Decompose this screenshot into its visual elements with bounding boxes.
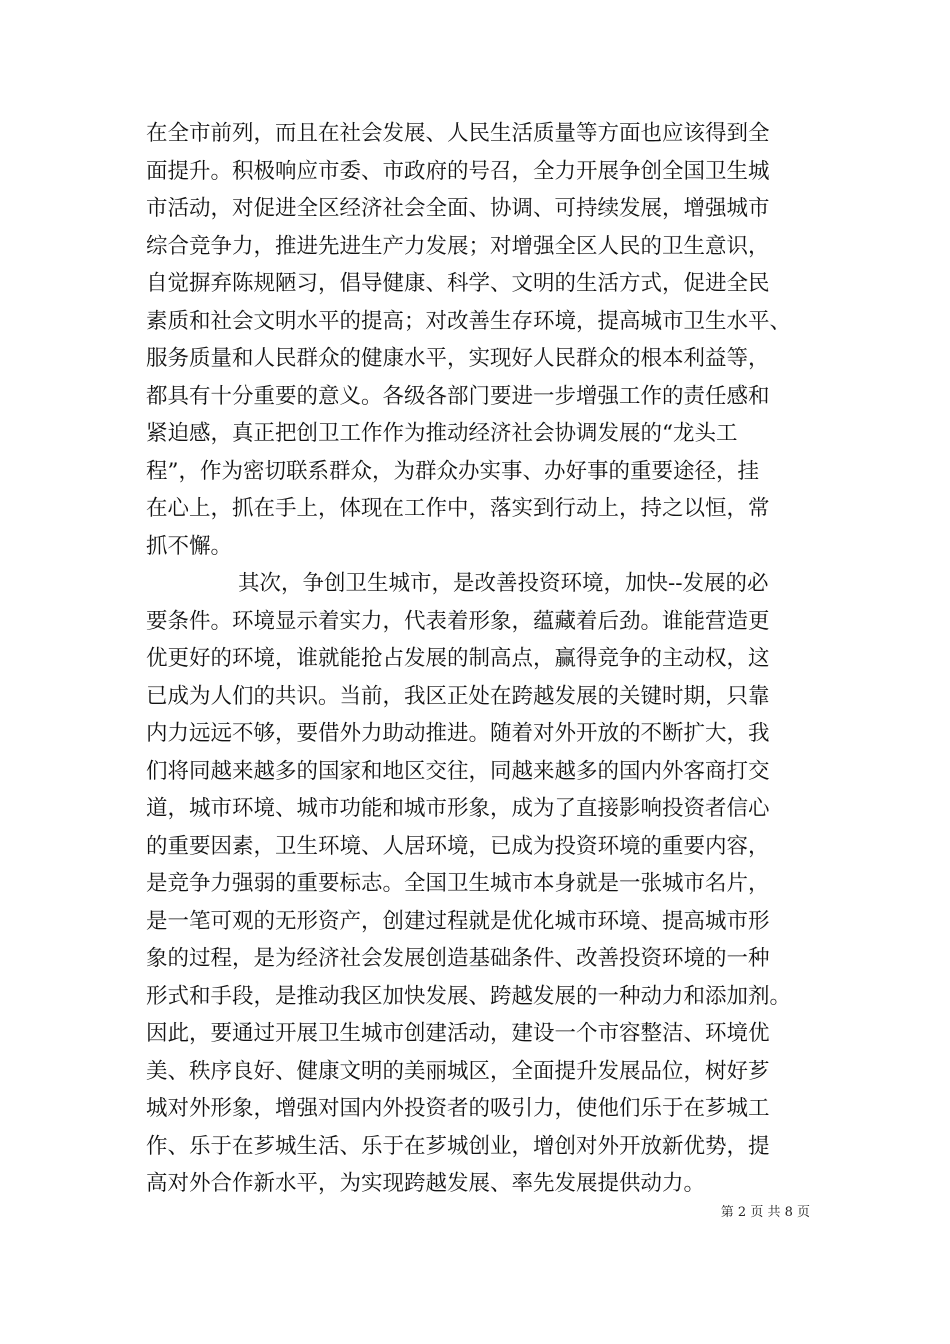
text-line: 自觉摒弃陈规陋习，倡导健康、科学、文明的生活方式，促进全民 xyxy=(146,271,770,296)
text-line: 高对外合作新水平，为实现跨越发展、率先发展提供动力。 xyxy=(146,1171,706,1196)
text-line: 因此，要通过开展卫生城市创建活动，建设一个市容整洁、环境优 xyxy=(146,1021,770,1046)
text-line: 在全市前列，而且在社会发展、人民生活质量等方面也应该得到全 xyxy=(146,121,770,146)
text-line: 是一笔可观的无形资产，创建过程就是优化城市环境、提高城市形 xyxy=(146,908,770,934)
text-line: 程”，作为密切联系群众，为群众办实事、办好事的重要途径，挂 xyxy=(146,458,759,484)
text-line: 抓不懈。 xyxy=(146,533,233,559)
text-line: 美、秩序良好、健康文明的美丽城区，全面提升发展品位，树好芗 xyxy=(146,1058,770,1084)
text-line: 的重要因素，卫生环境、人居环境，已成为投资环境的重要内容， xyxy=(146,833,770,859)
text-line: 是竞争力强弱的重要标志。全国卫生城市本身就是一张城市名片， xyxy=(146,871,770,896)
text-line: 服务质量和人民群众的健康水平，实现好人民群众的根本利益等， xyxy=(146,346,770,371)
text-line: 要条件。环境显示着实力，代表着形象，蕴藏着后劲。谁能营造更 xyxy=(146,608,770,634)
text-line: 优更好的环境，谁就能抢占发展的制高点，赢得竞争的主动权，这 xyxy=(146,646,770,671)
text-line: 内力远远不够，要借外力助动推进。随着对外开放的不断扩大，我 xyxy=(146,721,770,746)
text-line: 作、乐于在芗城生活、乐于在芗城创业，增创对外开放新优势，提 xyxy=(146,1133,770,1159)
text-line: 形式和手段，是推动我区加快发展、跨越发展的一种动力和添加剂。 xyxy=(146,983,792,1009)
text-line: 综合竞争力，推进先进生产力发展；对增强全区人民的卫生意识， xyxy=(146,233,770,259)
text-line: 面提升。积极响应市委、市政府的号召，全力开展争创全国卫生城 xyxy=(146,158,770,184)
text-line: 素质和社会文明水平的提高；对改善生存环境，提高城市卫生水平、 xyxy=(146,308,792,334)
text-line: 城对外形象，增强对国内外投资者的吸引力，使他们乐于在芗城工 xyxy=(146,1096,770,1121)
text-line: 在心上，抓在手上，体现在工作中，落实到行动上，持之以恒，常 xyxy=(146,496,770,521)
text-line: 市活动，对促进全区经济社会全面、协调、可持续发展，增强城市 xyxy=(146,196,770,221)
text-line: 已成为人们的共识。当前，我区正处在跨越发展的关键时期，只靠 xyxy=(146,683,770,709)
body-text xyxy=(146,115,810,1203)
page-number-footer: 第 2 页 共 8 页 xyxy=(720,1205,810,1220)
paragraph-start-line: 其次，争创卫生城市，是改善投资环境，加快--发展的必 xyxy=(238,571,769,596)
text-line: 都具有十分重要的意义。各级各部门要进一步增强工作的责任感和 xyxy=(146,383,770,409)
text-line: 象的过程，是为经济社会发展创造基础条件、改善投资环境的一种 xyxy=(146,946,770,971)
text-line: 紧迫感，真正把创卫工作作为推动经济社会协调发展的“龙头工 xyxy=(146,421,738,446)
text-line: 们将同越来越多的国家和地区交往，同越来越多的国内外客商打交 xyxy=(146,758,770,784)
text-line: 道，城市环境、城市功能和城市形象，成为了直接影响投资者信心 xyxy=(146,796,770,821)
